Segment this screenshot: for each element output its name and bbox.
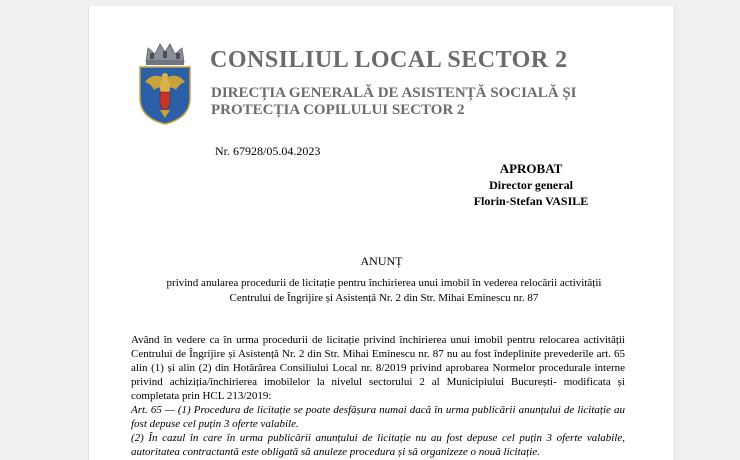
body-paragraph: Având în vedere ca în urma procedurii de licitație privind închirierea unui imobil pentru relocarea activității Centrului de Îngrijire și Asistență Nr. 2 din Str. Mihai Eminescu nr. 87 nu au fost îndeplinite prevederile art. 65 alin (1) și alin (2) din Hotărârea Consiliului Local nr. 8/2019 privind aprobarea Normelor procedurale interne privind achiziția/închirierea imobilelor la nivelul sectorului 2 al Municipiului București- modificata și completata prin HCL 213/2019: xyxy=(131,334,625,402)
approval-label: APROBAT xyxy=(499,161,563,176)
announcement-subtitle: privind anularea procedurii de licitație pentru închirierea unui imobil în vederea relocării activității Centrului de Îngrijire și Asistență Nr. 2 din Str. Mihai Eminescu nr. 87 xyxy=(166,277,602,304)
directorate-name xyxy=(211,85,577,119)
quoted-article-paragraph-2: (2) În cazul în care în urma publicării anunțului de licitație nu au fost depuse cel puțin 3 oferte valabile, autoritatea contractantă este obligată să anuleze procedura și să organizeze o nouă licitație. xyxy=(131,432,625,458)
approval-block xyxy=(461,161,601,209)
approval-position: Director general xyxy=(489,178,573,192)
directorate-name-line-2: PROTECȚIA COPILULUI SECTOR 2 xyxy=(211,102,465,118)
document-body xyxy=(131,333,625,459)
sector-2-coat-of-arms-icon xyxy=(136,40,194,126)
directorate-name-line-1: DIRECȚIA GENERALĂ DE ASISTENȚĂ SOCIALĂ ȘI xyxy=(211,85,577,101)
announcement-title: ANUNȚ xyxy=(360,254,403,268)
registration-number: Nr. 67928/05.04.2023 xyxy=(215,144,321,158)
document-page xyxy=(88,6,675,460)
approval-name: Florin-Stefan VASILE xyxy=(473,194,589,208)
quoted-article-paragraph-1: Art. 65 — (1) Procedura de licitație se poate desfășura numai dacă în urma publicării anunțului de licitație au fost depuse cel puțin 3 oferte valabile. xyxy=(131,404,625,430)
institution-title: CONSILIUL LOCAL SECTOR 2 xyxy=(210,47,568,73)
